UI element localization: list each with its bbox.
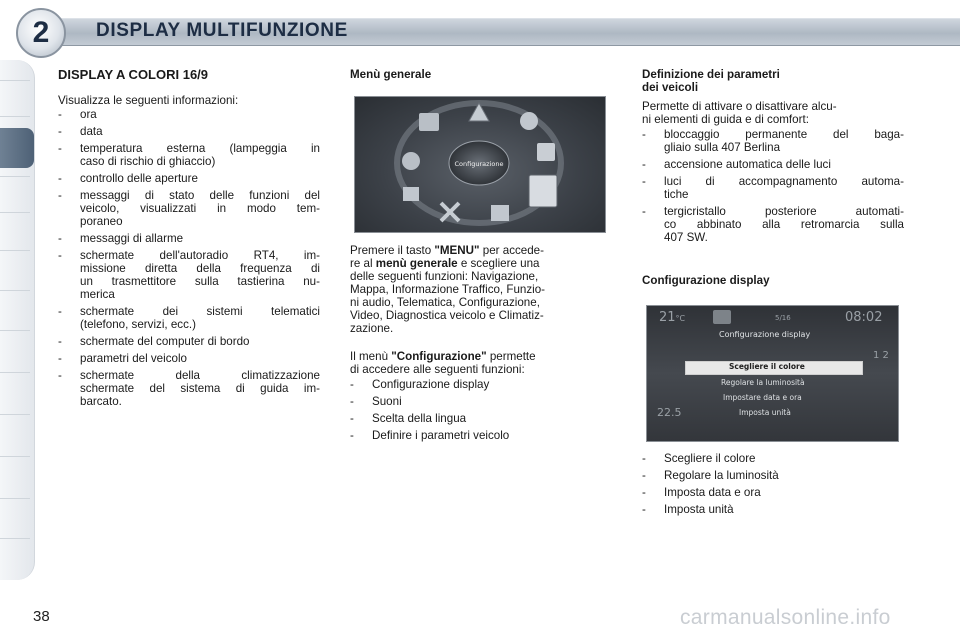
list-bullet: - bbox=[642, 175, 646, 188]
watermark: carmanualsonline.info bbox=[680, 606, 891, 629]
list-item-text: data bbox=[80, 125, 103, 138]
list-item bbox=[350, 395, 608, 408]
list-item-text: Regolare la luminosità bbox=[664, 469, 779, 482]
col2-paragraph-config: Il menù "Configurazione" permette di accedere alle seguenti funzioni: bbox=[350, 350, 536, 376]
chapter-tab[interactable] bbox=[0, 330, 30, 367]
page-title: DISPLAY MULTIFUNZIONE bbox=[96, 20, 348, 41]
list-item bbox=[642, 158, 904, 171]
screen-option-brightness[interactable]: Regolare la luminosità bbox=[721, 378, 805, 387]
list-item bbox=[642, 503, 904, 516]
menu-center-label: Configurazione bbox=[454, 160, 504, 168]
list-bullet: - bbox=[350, 378, 354, 391]
list-item-text: schermate dell'autoradio RT4, im- missione diretta della frequenza di un trasmettitore sulla tastierina nu- merica bbox=[80, 249, 320, 301]
config-icon bbox=[713, 310, 731, 324]
list-item bbox=[350, 412, 608, 425]
list-bullet: - bbox=[642, 486, 646, 499]
section-heading-menu: Menù generale bbox=[350, 68, 432, 81]
list-item-text: Definire i parametri veicolo bbox=[372, 429, 510, 442]
list-item bbox=[642, 175, 904, 201]
menu-wheel-illustration bbox=[355, 97, 605, 232]
screen-temperature: 21°C bbox=[659, 310, 686, 325]
list-bullet: - bbox=[58, 189, 62, 202]
list-bullet: - bbox=[58, 369, 62, 382]
list-item-text: Imposta data e ora bbox=[664, 486, 761, 499]
list-item bbox=[642, 469, 904, 482]
section-heading-display: DISPLAY A COLORI 16/9 bbox=[58, 67, 209, 82]
chapter-tab[interactable] bbox=[0, 538, 30, 575]
col2-paragraph: Premere il tasto "MENU" per accede- re al menù generale e scegliere una delle seguenti funzioni: Navigazione, Mappa, Informazione Traffico, Funzio- ni audio, Telematica, Configurazione, Video, Diagnostica veicolo e Climatiz- zazione. bbox=[350, 244, 546, 335]
list-item bbox=[58, 172, 320, 185]
list-item-text: bloccaggio permanente del baga- gliaio sulla 407 Berlina bbox=[664, 128, 904, 154]
list-item-text: tergicristallo posteriore automati- co abbinato alla retromarcia sulla 407 SW. bbox=[664, 205, 904, 244]
list-item-text: schermate della climatizzazione schermate del sistema di guida im- barcato. bbox=[80, 369, 320, 408]
list-item-text: parametri del veicolo bbox=[80, 352, 187, 365]
screen-side-indicator: 1 2 bbox=[873, 350, 889, 361]
list-bullet: - bbox=[642, 128, 646, 141]
list-item bbox=[642, 128, 904, 154]
list-bullet: - bbox=[350, 429, 354, 442]
list-item bbox=[642, 205, 904, 244]
list-bullet: - bbox=[58, 305, 62, 318]
phone-icon bbox=[537, 143, 555, 161]
list-item-text: Imposta unità bbox=[664, 503, 734, 516]
list-bullet: - bbox=[58, 125, 62, 138]
list-item bbox=[58, 108, 320, 121]
list-bullet: - bbox=[642, 158, 646, 171]
map-icon bbox=[419, 113, 439, 131]
list-item bbox=[350, 378, 608, 391]
navigation-icon bbox=[402, 152, 420, 170]
chapter-tab[interactable] bbox=[0, 414, 30, 451]
page-number: 38 bbox=[33, 608, 50, 625]
list-bullet: - bbox=[642, 452, 646, 465]
list-item bbox=[58, 335, 320, 348]
screen-menu-title: Configurazione display bbox=[719, 330, 811, 339]
chapter-tab[interactable] bbox=[0, 80, 30, 117]
col3-intro: Permette di attivare o disattivare alcu- ni elementi di guida e di comfort: bbox=[642, 100, 837, 126]
video-icon bbox=[491, 205, 509, 221]
list-bullet: - bbox=[58, 249, 62, 262]
list-item bbox=[58, 189, 320, 228]
list-item-text: Scegliere il colore bbox=[664, 452, 756, 465]
list-item bbox=[58, 125, 320, 138]
screen-temp-low: 22.5 bbox=[657, 406, 682, 419]
list-bullet: - bbox=[642, 469, 646, 482]
screen-option-units[interactable]: Imposta unità bbox=[739, 408, 791, 417]
section-heading-vehicle-params: Definizione dei parametri dei veicoli bbox=[642, 68, 780, 94]
list-item-text: luci di accompagnamento automa- tiche bbox=[664, 175, 904, 201]
chapter-tab[interactable] bbox=[0, 212, 30, 249]
list-item-text: controllo delle aperture bbox=[80, 172, 198, 185]
col1-intro: Visualizza le seguenti informazioni: bbox=[58, 94, 239, 107]
list-bullet: - bbox=[642, 503, 646, 516]
list-bullet: - bbox=[58, 172, 62, 185]
list-bullet: - bbox=[58, 335, 62, 348]
screen-clock: 08:02 bbox=[845, 310, 883, 325]
list-item bbox=[642, 452, 904, 465]
list-item-text: schermate dei sistemi telematici (telefono, servizi, ecc.) bbox=[80, 305, 320, 331]
climate-icon bbox=[403, 187, 419, 201]
chapter-tab[interactable] bbox=[0, 250, 30, 287]
list-item-text: Configurazione display bbox=[372, 378, 490, 391]
chapter-tab[interactable] bbox=[0, 176, 30, 213]
list-bullet: - bbox=[350, 395, 354, 408]
list-item-text: Scelta della lingua bbox=[372, 412, 467, 425]
chapter-number-badge: 2 bbox=[16, 8, 66, 58]
chapter-tab[interactable] bbox=[0, 290, 30, 327]
list-item-text: messaggi di allarme bbox=[80, 232, 184, 245]
list-item-text: accensione automatica delle luci bbox=[664, 158, 831, 171]
config-icon bbox=[529, 175, 557, 207]
radio-icon bbox=[520, 112, 538, 130]
section-heading-display-config: Configurazione display bbox=[642, 274, 770, 287]
list-item-text: ora bbox=[80, 108, 97, 121]
list-item bbox=[58, 232, 320, 245]
screen-option-color[interactable]: Scegliere il colore bbox=[729, 362, 805, 371]
list-item bbox=[58, 305, 320, 331]
list-item bbox=[642, 486, 904, 499]
list-item-text: Suoni bbox=[372, 395, 402, 408]
list-bullet: - bbox=[58, 108, 62, 121]
general-menu-image bbox=[354, 96, 606, 233]
screen-option-date[interactable]: Impostare data e ora bbox=[723, 393, 802, 402]
list-item bbox=[58, 369, 320, 408]
list-item bbox=[58, 352, 320, 365]
list-item bbox=[58, 249, 320, 301]
chapter-tab[interactable] bbox=[0, 372, 30, 409]
list-item-text: temperatura esterna (lampeggia in caso di rischio di ghiaccio) bbox=[80, 142, 320, 168]
list-bullet: - bbox=[350, 412, 354, 425]
list-item bbox=[350, 429, 608, 442]
list-item-text: messaggi di stato delle funzioni del veicolo, visualizzati in modo tem- poraneo bbox=[80, 189, 320, 228]
chapter-tab[interactable] bbox=[0, 498, 30, 535]
display-config-screen bbox=[646, 305, 899, 442]
chapter-tab-active[interactable] bbox=[0, 128, 34, 168]
list-bullet: - bbox=[58, 142, 62, 155]
list-bullet: - bbox=[642, 205, 646, 218]
screen-page-indicator: 5/16 bbox=[775, 314, 791, 322]
list-bullet: - bbox=[58, 352, 62, 365]
chapter-tab[interactable] bbox=[0, 456, 30, 493]
list-item bbox=[58, 142, 320, 168]
list-bullet: - bbox=[58, 232, 62, 245]
list-item-text: schermate del computer di bordo bbox=[80, 335, 250, 348]
